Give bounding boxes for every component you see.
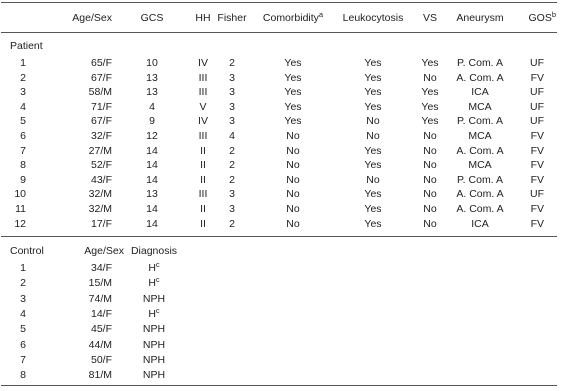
gcs-cell: 9 xyxy=(149,115,155,128)
footnote-c-marker: c xyxy=(155,305,160,315)
row-number: 3 xyxy=(20,86,26,99)
diagnosis-text: H xyxy=(148,277,156,290)
vs-cell: Yes xyxy=(421,57,439,69)
comorbidity-cell: No xyxy=(286,188,300,201)
diagnosis-cell xyxy=(128,369,180,381)
footnote-c-marker: c xyxy=(155,260,160,269)
comorbidity-cell: No xyxy=(286,173,300,186)
aneurysm-cell: MCA xyxy=(468,100,492,113)
vs-cell: Yes xyxy=(421,115,439,128)
row-number: 10 xyxy=(14,188,26,201)
diagnosis-cell xyxy=(128,293,180,305)
diagnosis-text: H xyxy=(148,307,156,320)
age-sex-cell: 32/M xyxy=(88,188,112,201)
table-row xyxy=(0,57,564,70)
vs-cell: No xyxy=(423,144,437,157)
hh-cell: IV xyxy=(198,115,208,128)
table-row xyxy=(0,354,564,367)
age-sex-cell: 43/F xyxy=(90,173,112,186)
gcs-cell: 14 xyxy=(146,173,158,186)
leukocytosis-cell: Yes xyxy=(364,217,382,230)
gos-cell: UF xyxy=(530,86,544,99)
header-vs: VS xyxy=(422,12,437,24)
gos-cell: UF xyxy=(530,57,544,69)
patient-group-label: Patient xyxy=(10,40,43,52)
footnote-b-marker: b xyxy=(551,10,556,19)
age-sex-cell: 52/F xyxy=(90,159,112,172)
diagnosis-text: NPH xyxy=(142,338,166,351)
gos-cell: FV xyxy=(530,130,544,142)
control-header-row xyxy=(0,245,564,258)
header-gcs: GCS xyxy=(140,12,164,24)
leukocytosis-cell: Yes xyxy=(364,159,382,172)
comorbidity-cell: No xyxy=(286,130,300,142)
gos-cell: FV xyxy=(530,203,544,215)
row-number: 3 xyxy=(20,292,26,305)
table-bottom-rule xyxy=(1,385,557,386)
age-sex-cell: 67/F xyxy=(90,115,112,128)
gos-cell: FV xyxy=(530,144,544,157)
table-row xyxy=(0,86,564,99)
hh-cell: III xyxy=(198,71,208,84)
comorbidity-cell: Yes xyxy=(284,115,302,128)
leukocytosis-cell: Yes xyxy=(364,203,382,215)
header-gos: GOS$^b$ xyxy=(528,10,556,24)
gcs-cell: 14 xyxy=(146,159,158,172)
vs-cell: No xyxy=(423,173,437,186)
hh-cell: II xyxy=(200,173,206,186)
gcs-cell: 13 xyxy=(146,86,158,99)
row-number: 8 xyxy=(20,159,26,172)
comorbidity-cell: Yes xyxy=(284,86,302,99)
gcs-cell: 14 xyxy=(146,217,158,230)
fisher-cell: 3 xyxy=(229,188,235,201)
diagnosis-cell xyxy=(128,277,180,289)
age-sex-cell: 58/M xyxy=(88,86,112,99)
table-row xyxy=(0,174,564,187)
row-number: 6 xyxy=(20,130,26,142)
aneurysm-cell: ICA xyxy=(471,86,489,99)
aneurysm-cell: P. Com. A xyxy=(457,115,503,128)
age-sex-cell: 17/F xyxy=(90,217,112,230)
fisher-cell: 2 xyxy=(229,159,235,172)
age-sex-cell: 44/M xyxy=(88,338,112,351)
table-row xyxy=(0,218,564,231)
hh-cell: V xyxy=(199,100,207,113)
vs-cell: No xyxy=(423,130,437,142)
aneurysm-cell: A. Com. A xyxy=(456,144,504,157)
hh-cell: III xyxy=(198,130,208,142)
row-number: 7 xyxy=(20,144,26,157)
control-header-diagnosis: Diagnosis xyxy=(130,245,178,257)
leukocytosis-cell: Yes xyxy=(364,86,382,99)
comorbidity-cell: No xyxy=(286,203,300,215)
vs-cell: No xyxy=(423,71,437,84)
vs-cell: No xyxy=(423,159,437,172)
header-age-sex: Age/Sex xyxy=(72,12,112,24)
age-sex-cell: 27/M xyxy=(88,144,112,157)
aneurysm-cell: MCA xyxy=(468,159,492,172)
row-number: 7 xyxy=(20,353,26,366)
row-number: 5 xyxy=(20,115,26,128)
aneurysm-cell: ICA xyxy=(471,217,489,230)
diagnosis-cell xyxy=(128,305,180,320)
row-number: 2 xyxy=(20,277,26,290)
table-row xyxy=(0,188,564,201)
table-row xyxy=(0,305,564,321)
row-number: 9 xyxy=(20,173,26,186)
gcs-cell: 4 xyxy=(149,100,155,113)
leukocytosis-cell: Yes xyxy=(364,144,382,157)
hh-cell: III xyxy=(198,86,208,99)
header-hh: HH xyxy=(195,12,211,24)
gos-cell: UF xyxy=(530,100,544,113)
age-sex-cell: 67/F xyxy=(90,71,112,84)
row-number: 5 xyxy=(20,323,26,336)
hh-cell: II xyxy=(200,144,206,157)
table-row xyxy=(0,369,564,382)
row-number: 6 xyxy=(20,338,26,351)
gos-cell: FV xyxy=(530,159,544,172)
comorbidity-cell: No xyxy=(286,144,300,157)
row-number: 1 xyxy=(20,57,26,69)
diagnosis-cell xyxy=(128,354,180,366)
header-aneurysm: Aneurysm xyxy=(456,12,504,24)
leukocytosis-cell: Yes xyxy=(364,100,382,113)
age-sex-cell: 15/M xyxy=(88,277,112,290)
fisher-cell: 3 xyxy=(229,203,235,215)
vs-cell: Yes xyxy=(421,86,439,99)
comorbidity-cell: Yes xyxy=(284,71,302,84)
table-row xyxy=(0,130,564,143)
fisher-cell: 2 xyxy=(229,57,235,69)
age-sex-cell: 65/F xyxy=(90,57,112,69)
vs-cell: No xyxy=(423,188,437,201)
fisher-cell: 4 xyxy=(229,130,235,142)
gcs-cell: 13 xyxy=(146,188,158,201)
table-row xyxy=(0,262,564,275)
table-row xyxy=(0,203,564,216)
header-comorbidity: Comorbidity$^a$ xyxy=(262,10,324,24)
header-leukocytosis: Leukocytosis xyxy=(342,12,404,24)
row-number: 12 xyxy=(14,217,26,230)
age-sex-cell: 71/F xyxy=(90,100,112,113)
leukocytosis-cell: Yes xyxy=(364,57,382,69)
hh-cell: IV xyxy=(198,57,208,69)
table-top-rule xyxy=(1,2,557,3)
control-group-label: Control xyxy=(10,245,44,257)
fisher-cell: 3 xyxy=(229,86,235,99)
comorbidity-cell: No xyxy=(286,217,300,230)
aneurysm-cell: A. Com. A xyxy=(456,188,504,201)
fisher-cell: 2 xyxy=(229,173,235,186)
table-row xyxy=(0,277,564,290)
footnote-c-marker: c xyxy=(155,275,160,285)
table-row xyxy=(0,293,564,306)
aneurysm-cell: MCA xyxy=(468,130,492,142)
row-number: 8 xyxy=(20,369,26,382)
aneurysm-cell: A. Com. A xyxy=(456,71,504,84)
comorbidity-cell: Yes xyxy=(284,57,302,69)
table-row xyxy=(0,339,564,352)
hh-cell: II xyxy=(200,217,206,230)
comorbidity-cell: No xyxy=(286,159,300,172)
gos-cell: FV xyxy=(530,217,544,230)
comorbidity-cell: Yes xyxy=(284,100,302,113)
leukocytosis-cell: Yes xyxy=(364,188,382,201)
diagnosis-cell xyxy=(128,339,180,351)
gos-cell: FV xyxy=(530,173,544,186)
fisher-cell: 3 xyxy=(229,100,235,113)
vs-cell: No xyxy=(423,203,437,215)
table-row xyxy=(0,101,564,114)
gos-cell: UF xyxy=(530,188,544,201)
gcs-cell: 12 xyxy=(146,130,158,142)
table-row xyxy=(0,115,564,128)
control-header-age-sex: Age/Sex xyxy=(84,245,124,257)
age-sex-cell: 81/M xyxy=(88,369,112,382)
hh-cell: III xyxy=(198,188,208,201)
aneurysm-cell: P. Com. A xyxy=(457,173,503,186)
hh-cell: II xyxy=(200,203,206,215)
leukocytosis-cell: No xyxy=(366,130,380,142)
gcs-cell: 14 xyxy=(146,144,158,157)
fisher-cell: 3 xyxy=(229,71,235,84)
age-sex-cell: 14/F xyxy=(90,307,112,320)
row-number: 4 xyxy=(20,100,26,113)
aneurysm-cell: A. Com. A xyxy=(456,203,504,215)
diagnosis-cell xyxy=(128,262,180,274)
section-rule xyxy=(1,236,557,237)
gos-cell: FV xyxy=(530,71,544,84)
diagnosis-text: NPH xyxy=(142,369,166,382)
aneurysm-cell: P. Com. A xyxy=(457,57,503,69)
table-row xyxy=(0,72,564,85)
leukocytosis-cell: Yes xyxy=(364,71,382,84)
fisher-cell: 2 xyxy=(229,217,235,230)
age-sex-cell: 74/M xyxy=(88,292,112,305)
age-sex-cell: 50/F xyxy=(90,353,112,366)
hh-cell: II xyxy=(200,159,206,172)
leukocytosis-cell: No xyxy=(366,173,380,186)
row-number: 11 xyxy=(15,203,26,215)
row-number: 1 xyxy=(20,262,26,274)
diagnosis-text: NPH xyxy=(142,292,166,305)
age-sex-cell: 45/F xyxy=(90,323,112,336)
vs-cell: Yes xyxy=(421,100,439,113)
diagnosis-cell xyxy=(128,323,180,335)
patient-header-row xyxy=(0,12,564,25)
header-rule xyxy=(1,32,557,33)
diagnosis-text: NPH xyxy=(142,353,166,366)
age-sex-cell: 32/F xyxy=(90,130,112,142)
diagnosis-text: NPH xyxy=(142,323,166,336)
table-row xyxy=(0,159,564,172)
table-row xyxy=(0,145,564,158)
fisher-cell: 3 xyxy=(229,115,235,128)
row-number: 2 xyxy=(20,71,26,84)
table-row xyxy=(0,323,564,336)
age-sex-cell: 32/M xyxy=(88,203,112,215)
fisher-cell: 2 xyxy=(229,144,235,157)
gcs-cell: 10 xyxy=(146,57,158,69)
footnote-a-marker: a xyxy=(318,10,324,19)
age-sex-cell: 34/F xyxy=(90,262,112,274)
vs-cell: No xyxy=(423,217,437,230)
diagnosis-text: H xyxy=(148,262,156,274)
row-number: 4 xyxy=(20,307,26,320)
gcs-cell: 14 xyxy=(146,203,158,215)
leukocytosis-cell: No xyxy=(366,115,380,128)
gcs-cell: 13 xyxy=(146,71,158,84)
header-fisher: Fisher xyxy=(217,12,247,24)
gos-cell: UF xyxy=(530,115,544,128)
